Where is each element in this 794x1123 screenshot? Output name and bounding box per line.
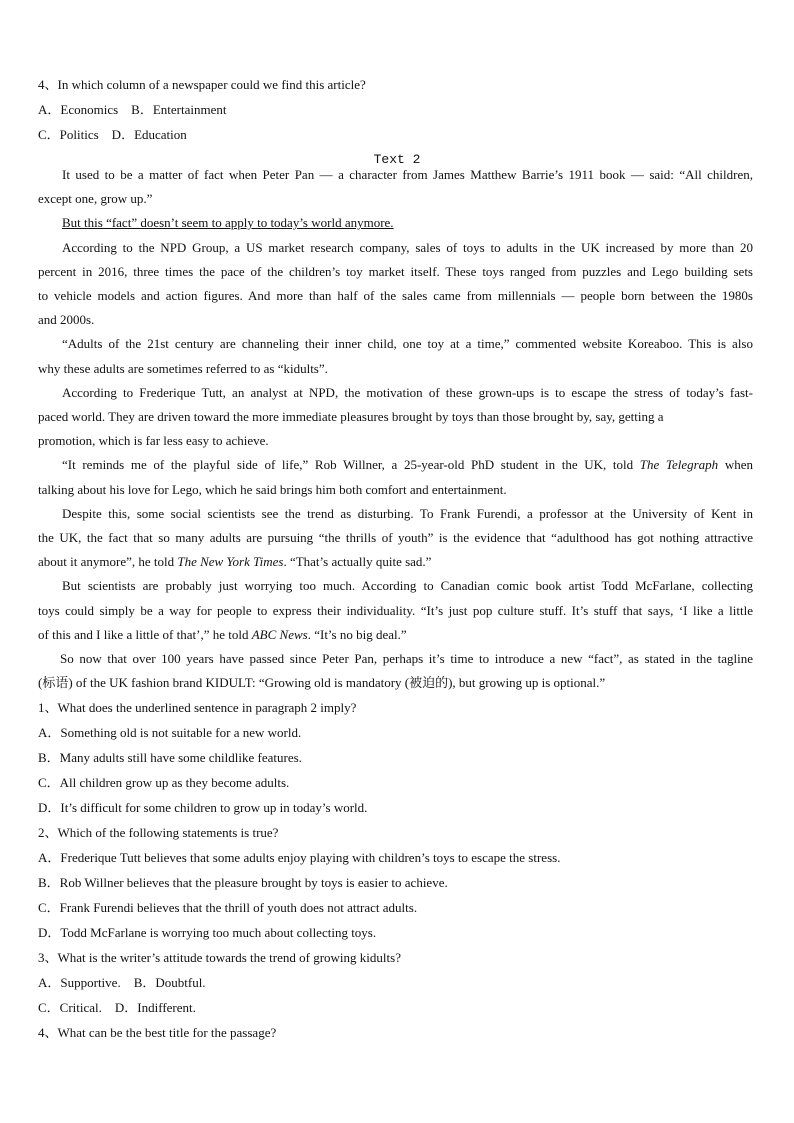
text-segment: C．All children grow up as they become adults.	[38, 775, 290, 790]
question-line	[38, 773, 753, 793]
text-segment: C．Frank Furendi believes that the thrill of youth does not attract adults.	[38, 900, 418, 915]
passage-line	[38, 528, 753, 548]
text-segment: when	[718, 457, 753, 473]
italic-source-name: The Telegraph	[639, 457, 719, 473]
question-line	[38, 125, 753, 145]
passage-line	[38, 552, 753, 572]
text-segment: B．Rob Willner believes that the pleasure brought by toys is easier to achieve.	[38, 875, 448, 890]
text-segment: talking about his love for Lego, which he said brings him both comfort and entertainment.	[38, 481, 507, 497]
question-line	[38, 973, 753, 993]
passage-line	[38, 359, 753, 379]
text-segment: So now that over 100 years have passed since Peter Pan, perhaps it’s time to introduce a new “fact”, as stated in the tagline	[60, 651, 753, 666]
text-segment: . “That’s actually quite sad.”	[283, 554, 432, 570]
question-line	[38, 998, 753, 1018]
passage-line	[60, 649, 753, 669]
text-segment: the UK, the fact that so many adults are pursuing “the thrills of youth” is the evidence that “adulthood has got nothing attractive	[38, 530, 753, 545]
text-segment: “It reminds me of the playful side of life,” Rob Willner, a 25-year-old PhD student in the UK, told	[62, 457, 640, 473]
question-line	[38, 723, 753, 743]
passage-line	[38, 310, 753, 330]
text-title: Text 2	[373, 152, 421, 167]
passage-line	[38, 601, 753, 621]
text-segment: B．Many adults still have some childlike features.	[38, 750, 302, 765]
passage-line	[62, 504, 753, 524]
passage-line	[38, 189, 753, 209]
text-segment: D．It’s difficult for some children to grow up in today’s world.	[38, 800, 368, 815]
text-segment: and 2000s.	[38, 312, 95, 328]
text-segment: It used to be a matter of fact when Peter Pan — a character from James Matthew Barrie’s 1911 book — said: “All children,	[62, 167, 753, 182]
text-segment: A．Frederique Tutt believes that some adults enjoy playing with children’s toys to escape the stress.	[38, 850, 561, 865]
italic-source-name: ABC News	[251, 626, 308, 642]
text-segment: A．Something old is not suitable for a new world.	[38, 725, 302, 740]
text-segment: 1、What does the underlined sentence in paragraph 2 imply?	[38, 700, 357, 715]
text-segment: of this and I like a little of that’,” he told	[38, 626, 252, 642]
question-line	[38, 873, 753, 893]
passage-line	[62, 576, 753, 596]
text-segment: 4、What can be the best title for the passage?	[38, 1025, 277, 1040]
italic-source-name: The New York Times	[177, 554, 284, 570]
text-segment: toys could simply be a way for people to express their individuality. “It’s just pop culture stuff. It’s stuff that says, ‘I like a little	[38, 602, 753, 618]
text-segment: But this “fact” doesn’t seem to apply to today’s world anymore.	[62, 215, 394, 231]
question-line	[38, 75, 753, 95]
text-segment: 2、Which of the following statements is true?	[38, 825, 279, 840]
text-segment: According to Frederique Tutt, an analyst at NPD, the motivation of these grown-ups is to escape the stress of today’s fast-	[62, 384, 753, 400]
passage-line	[38, 286, 753, 306]
text-segment: According to the NPD Group, a US market research company, sales of toys to adults in the UK increased by more than 20	[62, 239, 753, 255]
text-segment: Despite this, some social scientists see the trend as disturbing. To Frank Furendi, a professor at the University of Kent in	[62, 505, 753, 521]
text-segment: D．Todd McFarlane is worrying too much about collecting toys.	[38, 925, 377, 940]
question-line	[38, 898, 753, 918]
text-segment: paced world. They are driven toward the more immediate pleasures brought by toys than those brought by, say, getting a	[38, 409, 664, 424]
passage-line	[62, 334, 753, 354]
passage-line	[38, 673, 753, 693]
passage-line	[62, 165, 753, 185]
text-segment: percent in 2016, three times the pace of the children’s toy market itself. These toys ranged from puzzles and Lego building sets	[38, 263, 753, 279]
text-segment: why these adults are sometimes referred to as “kidults”.	[38, 360, 328, 376]
question-line	[38, 798, 753, 818]
question-line	[38, 100, 753, 120]
question-line	[38, 923, 753, 943]
text-segment: C．Politics D．Education	[38, 127, 187, 142]
text-segment: C．Critical. D．Indifferent.	[38, 1000, 196, 1015]
question-line	[38, 948, 753, 968]
passage-line	[38, 262, 753, 282]
passage-line	[38, 480, 753, 500]
text-segment: (标语) of the UK fashion brand KIDULT: “Growing old is mandatory (被迫的), but growing up is optional.”	[38, 675, 606, 691]
text-segment: “Adults of the 21st century are channeling their inner child, one toy at a time,” commented website Koreaboo. This is also	[62, 336, 753, 352]
text-segment: to vehicle models and action figures. And more than half of the sales came from millennials — people born between the 1980s	[38, 288, 753, 303]
question-line	[38, 823, 753, 843]
passage-line	[62, 238, 753, 258]
text-segment: A．Supportive. B．Doubtful.	[38, 975, 206, 990]
text-segment: except one, grow up.”	[38, 191, 153, 207]
question-line	[38, 1023, 753, 1043]
question-line	[38, 698, 753, 718]
text-segment: 4、In which column of a newspaper could we find this article?	[38, 77, 366, 92]
text-segment: about it anymore”, he told	[38, 554, 178, 570]
passage-line	[62, 213, 753, 233]
text-segment: A．Economics B．Entertainment	[38, 102, 227, 117]
passage-line	[62, 383, 753, 403]
passage-line	[38, 407, 753, 427]
question-line	[38, 848, 753, 868]
passage-line	[62, 455, 753, 475]
text-segment: But scientists are probably just worrying too much. According to Canadian comic book artist Todd McFarlane, collecting	[62, 578, 753, 594]
text-segment: 3、What is the writer’s attitude towards the trend of growing kidults?	[38, 950, 401, 965]
text-segment: promotion, which is far less easy to achieve.	[38, 433, 269, 449]
passage-line	[38, 431, 753, 451]
question-line	[38, 748, 753, 768]
passage-line	[38, 625, 753, 645]
text-segment: . “It’s no big deal.”	[307, 626, 407, 642]
